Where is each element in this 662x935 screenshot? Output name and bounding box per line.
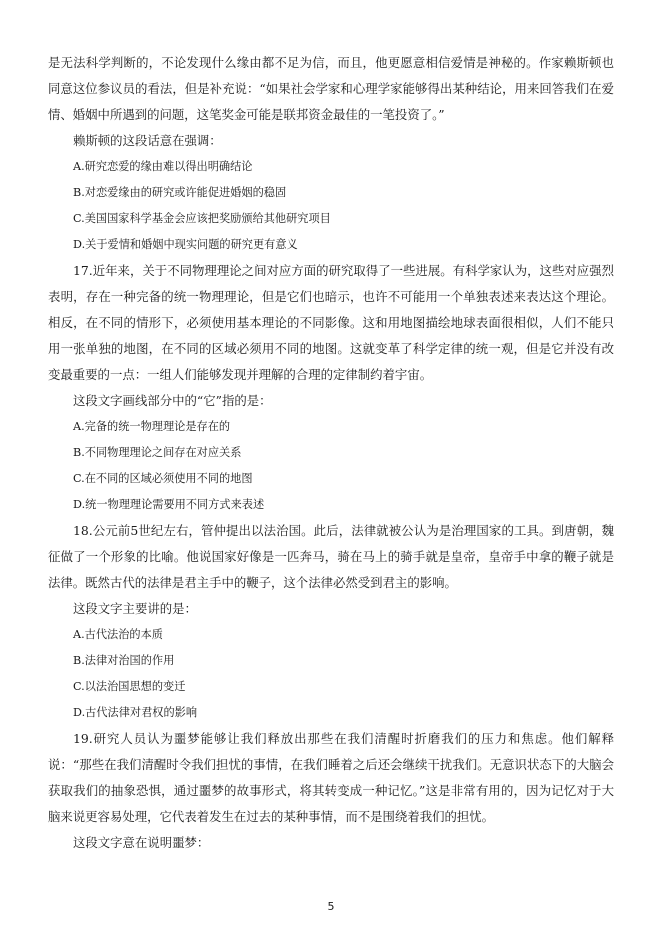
q18-option-b: B.法律对治国的作用	[73, 654, 175, 667]
q18-option-c: C.以法治国思想的变迁	[73, 680, 186, 693]
intro-option-d: D.关于爱情和婚姻中现实问题的研究更有意义	[73, 238, 298, 251]
q18-option-a: A.古代法治的本质	[73, 628, 163, 641]
q17-option-b: B.不同物理理论之间存在对应关系	[73, 446, 242, 459]
q17-option-c: C.在不同的区域必须使用不同的地图	[73, 472, 253, 485]
intro-question: 赖斯顿的这段话意在强调：	[73, 133, 222, 148]
intro-paragraph: 是无法科学判断的，不论发现什么缘由都不足为信，而且，他更愿意相信爱情是神秘的。作家赖斯顿也同意这位参议员的看法，但是补充说：“如果社会学家和心理学家能够得出某种结论，用来回答我们在爱情、婚姻中所遇到的问题，这笔奖金可能是联邦资金最佳的一笔投资了。”	[48, 55, 614, 122]
intro-option-a: A.研究恋爱的缘由难以得出明确结论	[73, 160, 253, 173]
q19-question: 这段文字意在说明噩梦：	[73, 835, 210, 850]
intro-option-b: B.对恋爱缘由的研究或许能促进婚姻的稳固	[73, 186, 287, 199]
q18-paragraph: 18.公元前5世纪左右，管仲提出以法治国。此后，法律就被公认为是治理国家的工具。到唐朝，魏征做了一个形象的比喻。他说国家好像是一匹奔马，骑在马上的骑手就是皇帝，皇帝手中拿的鞭子就是法律。既然古代的法律是君主手中的鞭子，这个法律必然受到君主的影响。	[48, 523, 614, 590]
q17-paragraph: 17.近年来，关于不同物理理论之间对应方面的研究取得了一些进展。有科学家认为，这些对应强烈表明，存在一种完备的统一物理理论，但是它们也暗示，也许不可能用一个单独表述来表达这个理论。相反，在不同的情形下，必须使用基本理论的不同影像。这和用地图描绘地球表面很相似，人们不能只用一张单独的地图，在不同的区域必须用不同的地图。这就变革了科学定律的统一观，但是它并没有改变最重要的一点：一组人们能够发现并理解的合理的定律制约着宇宙。	[48, 263, 614, 382]
q18-question: 这段文字主要讲的是：	[73, 601, 197, 616]
q17-question: 这段文字画线部分中的“它”指的是：	[73, 393, 272, 408]
q17-option-d: D.统一物理理论需要用不同方式来表述	[73, 498, 265, 511]
q17-option-a: A.完备的统一物理理论是存在的	[73, 420, 231, 433]
document-page	[48, 50, 614, 856]
page-number: 5	[327, 900, 335, 913]
intro-option-c: C.美国国家科学基金会应该把奖励颁给其他研究项目	[73, 212, 331, 225]
q19-paragraph: 19.研究人员认为噩梦能够让我们释放出那些在我们清醒时折磨我们的压力和焦虑。他们解释说：“那些在我们清醒时令我们担忧的事情，在我们睡着之后还会继续干扰我们。无意识状态下的大脑会获取我们的抽象恐惧，通过噩梦的故事形式，将其转变成一种记忆。”这是非常有用的，因为记忆对于大脑来说更容易处理，它代表着发生在过去的某种事情，而不是围绕着我们的担忧。	[48, 731, 614, 824]
q18-option-d: D.古代法律对君权的影响	[73, 706, 198, 719]
